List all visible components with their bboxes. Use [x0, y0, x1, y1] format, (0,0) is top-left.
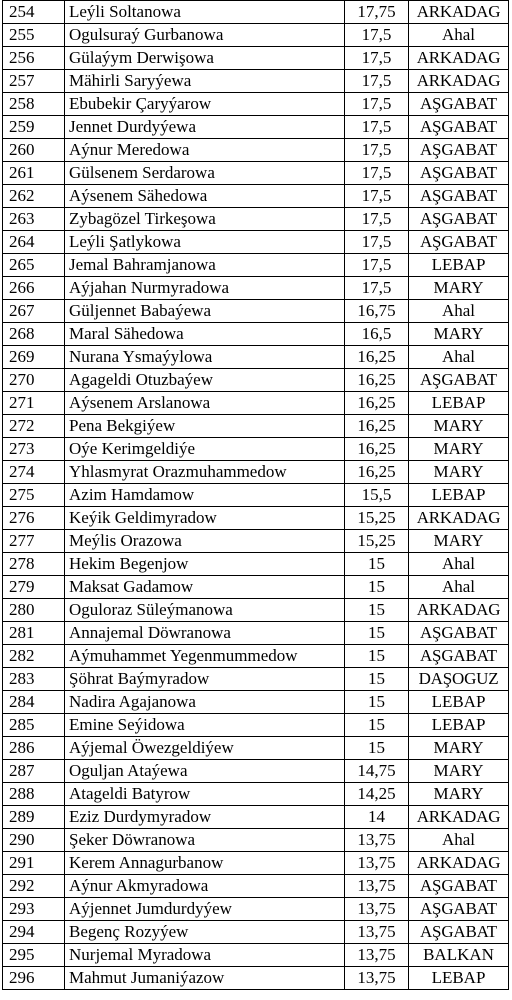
region-cell: MARY — [409, 461, 509, 484]
row-number-cell: 293 — [3, 898, 65, 921]
name-cell: Azim Hamdamow — [65, 484, 345, 507]
region-cell: LEBAP — [409, 484, 509, 507]
row-number-cell: 258 — [3, 93, 65, 116]
region-cell: MARY — [409, 415, 509, 438]
row-number-cell: 269 — [3, 346, 65, 369]
table-row — [3, 599, 509, 622]
name-cell: Hekim Begenjow — [65, 553, 345, 576]
row-number-cell: 257 — [3, 70, 65, 93]
row-number-cell: 261 — [3, 162, 65, 185]
name-cell: Maksat Gadamow — [65, 576, 345, 599]
table-row — [3, 346, 509, 369]
region-cell: BALKAN — [409, 944, 509, 967]
region-cell: Ahal — [409, 346, 509, 369]
name-cell: Pena Bekgiýew — [65, 415, 345, 438]
table-row — [3, 185, 509, 208]
region-cell: AŞGABAT — [409, 921, 509, 944]
name-cell: Jemal Bahramjanowa — [65, 254, 345, 277]
score-cell: 17,75 — [345, 1, 409, 24]
region-cell: MARY — [409, 760, 509, 783]
score-cell: 15 — [345, 576, 409, 599]
table-row — [3, 93, 509, 116]
score-cell: 17,5 — [345, 24, 409, 47]
table-row — [3, 829, 509, 852]
table-row — [3, 553, 509, 576]
row-number-cell: 281 — [3, 622, 65, 645]
region-cell: LEBAP — [409, 691, 509, 714]
region-cell: AŞGABAT — [409, 208, 509, 231]
row-number-cell: 286 — [3, 737, 65, 760]
row-number-cell: 290 — [3, 829, 65, 852]
row-number-cell: 255 — [3, 24, 65, 47]
region-cell: Ahal — [409, 576, 509, 599]
row-number-cell: 268 — [3, 323, 65, 346]
score-cell: 13,75 — [345, 875, 409, 898]
name-cell: Leýli Şatlykowa — [65, 231, 345, 254]
table-row — [3, 392, 509, 415]
score-cell: 15 — [345, 691, 409, 714]
table-row — [3, 898, 509, 921]
name-cell: Nadira Agajanowa — [65, 691, 345, 714]
name-cell: Güljennet Babaýewa — [65, 300, 345, 323]
table-row — [3, 139, 509, 162]
row-number-cell: 283 — [3, 668, 65, 691]
region-cell: AŞGABAT — [409, 898, 509, 921]
table-row — [3, 760, 509, 783]
name-cell: Aýjennet Jumdurdyýew — [65, 898, 345, 921]
row-number-cell: 278 — [3, 553, 65, 576]
score-cell: 16,25 — [345, 415, 409, 438]
table-row — [3, 530, 509, 553]
table-row — [3, 691, 509, 714]
row-number-cell: 265 — [3, 254, 65, 277]
region-cell: ARKADAG — [409, 70, 509, 93]
table-row — [3, 852, 509, 875]
name-cell: Şöhrat Baýmyradow — [65, 668, 345, 691]
row-number-cell: 272 — [3, 415, 65, 438]
score-cell: 13,75 — [345, 898, 409, 921]
table-row — [3, 47, 509, 70]
score-cell: 17,5 — [345, 254, 409, 277]
region-cell: AŞGABAT — [409, 185, 509, 208]
row-number-cell: 296 — [3, 967, 65, 990]
name-cell: Begenç Rozyýew — [65, 921, 345, 944]
row-number-cell: 256 — [3, 47, 65, 70]
score-cell: 17,5 — [345, 162, 409, 185]
score-cell: 17,5 — [345, 231, 409, 254]
score-cell: 15 — [345, 599, 409, 622]
region-cell: Ahal — [409, 553, 509, 576]
row-number-cell: 276 — [3, 507, 65, 530]
name-cell: Emine Seýidowa — [65, 714, 345, 737]
name-cell: Atageldi Batyrow — [65, 783, 345, 806]
score-cell: 13,75 — [345, 967, 409, 990]
row-number-cell: 292 — [3, 875, 65, 898]
score-cell: 15,5 — [345, 484, 409, 507]
table-row — [3, 576, 509, 599]
score-cell: 17,5 — [345, 185, 409, 208]
row-number-cell: 280 — [3, 599, 65, 622]
name-cell: Aýsenem Arslanowa — [65, 392, 345, 415]
table-row — [3, 70, 509, 93]
region-cell: Ahal — [409, 300, 509, 323]
region-cell: LEBAP — [409, 254, 509, 277]
name-cell: Meýlis Orazowa — [65, 530, 345, 553]
score-cell: 16,25 — [345, 461, 409, 484]
row-number-cell: 288 — [3, 783, 65, 806]
table-row — [3, 645, 509, 668]
name-cell: Aýjahan Nurmyradowa — [65, 277, 345, 300]
score-cell: 16,25 — [345, 392, 409, 415]
score-cell: 16,75 — [345, 300, 409, 323]
table-row — [3, 875, 509, 898]
row-number-cell: 291 — [3, 852, 65, 875]
row-number-cell: 295 — [3, 944, 65, 967]
table-row — [3, 438, 509, 461]
name-cell: Mahmut Jumaniýazow — [65, 967, 345, 990]
score-cell: 13,75 — [345, 921, 409, 944]
region-cell: AŞGABAT — [409, 369, 509, 392]
score-cell: 17,5 — [345, 116, 409, 139]
name-cell: Agageldi Otuzbaýew — [65, 369, 345, 392]
results-sheet — [2, 0, 510, 990]
table-row — [3, 484, 509, 507]
region-cell: LEBAP — [409, 714, 509, 737]
row-number-cell: 287 — [3, 760, 65, 783]
name-cell: Ogulsuraý Gurbanowa — [65, 24, 345, 47]
row-number-cell: 254 — [3, 1, 65, 24]
name-cell: Annajemal Döwranowa — [65, 622, 345, 645]
region-cell: MARY — [409, 530, 509, 553]
score-cell: 15 — [345, 714, 409, 737]
region-cell: AŞGABAT — [409, 116, 509, 139]
row-number-cell: 294 — [3, 921, 65, 944]
table-row — [3, 116, 509, 139]
region-cell: AŞGABAT — [409, 645, 509, 668]
score-cell: 17,5 — [345, 93, 409, 116]
name-cell: Aýjemal Öwezgeldiýew — [65, 737, 345, 760]
score-cell: 16,5 — [345, 323, 409, 346]
row-number-cell: 271 — [3, 392, 65, 415]
score-cell: 14 — [345, 806, 409, 829]
score-cell: 17,5 — [345, 277, 409, 300]
name-cell: Aýsenem Sähedowa — [65, 185, 345, 208]
row-number-cell: 275 — [3, 484, 65, 507]
table-row — [3, 231, 509, 254]
name-cell: Zybagözel Tirkeşowa — [65, 208, 345, 231]
region-cell: Ahal — [409, 24, 509, 47]
table-row — [3, 369, 509, 392]
score-cell: 15,25 — [345, 530, 409, 553]
table-row — [3, 24, 509, 47]
name-cell: Keýik Geldimyradow — [65, 507, 345, 530]
name-cell: Gülaýym Derwişowa — [65, 47, 345, 70]
name-cell: Kerem Annagurbanow — [65, 852, 345, 875]
region-cell: AŞGABAT — [409, 162, 509, 185]
table-row — [3, 921, 509, 944]
table-row — [3, 507, 509, 530]
row-number-cell: 289 — [3, 806, 65, 829]
table-row — [3, 622, 509, 645]
row-number-cell: 274 — [3, 461, 65, 484]
score-cell: 15,25 — [345, 507, 409, 530]
score-cell: 13,75 — [345, 852, 409, 875]
region-cell: ARKADAG — [409, 852, 509, 875]
table-row — [3, 737, 509, 760]
score-cell: 15 — [345, 668, 409, 691]
score-cell: 17,5 — [345, 208, 409, 231]
name-cell: Mähirli Saryýewa — [65, 70, 345, 93]
name-cell: Gülsenem Serdarowa — [65, 162, 345, 185]
name-cell: Şeker Döwranowa — [65, 829, 345, 852]
score-cell: 16,25 — [345, 438, 409, 461]
row-number-cell: 273 — [3, 438, 65, 461]
score-cell: 15 — [345, 622, 409, 645]
table-row — [3, 300, 509, 323]
table-row — [3, 254, 509, 277]
row-number-cell: 267 — [3, 300, 65, 323]
table-row — [3, 1, 509, 24]
table-row — [3, 944, 509, 967]
row-number-cell: 262 — [3, 185, 65, 208]
score-cell: 16,25 — [345, 369, 409, 392]
table-row — [3, 208, 509, 231]
table-row — [3, 783, 509, 806]
score-cell: 14,75 — [345, 760, 409, 783]
name-cell: Oguljan Ataýewa — [65, 760, 345, 783]
score-cell: 13,75 — [345, 829, 409, 852]
table-row — [3, 806, 509, 829]
region-cell: MARY — [409, 323, 509, 346]
region-cell: Ahal — [409, 829, 509, 852]
region-cell: LEBAP — [409, 967, 509, 990]
region-cell: AŞGABAT — [409, 139, 509, 162]
table-row — [3, 162, 509, 185]
region-cell: MARY — [409, 737, 509, 760]
region-cell: AŞGABAT — [409, 93, 509, 116]
score-cell: 17,5 — [345, 47, 409, 70]
score-cell: 17,5 — [345, 70, 409, 93]
region-cell: MARY — [409, 438, 509, 461]
score-cell: 14,25 — [345, 783, 409, 806]
row-number-cell: 263 — [3, 208, 65, 231]
score-cell: 17,5 — [345, 139, 409, 162]
score-cell: 15 — [345, 737, 409, 760]
table-row — [3, 967, 509, 990]
region-cell: LEBAP — [409, 392, 509, 415]
row-number-cell: 279 — [3, 576, 65, 599]
row-number-cell: 259 — [3, 116, 65, 139]
name-cell: Aýmuhammet Yegenmummedow — [65, 645, 345, 668]
region-cell: ARKADAG — [409, 806, 509, 829]
row-number-cell: 284 — [3, 691, 65, 714]
name-cell: Maral Sähedowa — [65, 323, 345, 346]
name-cell: Eziz Durdymyradow — [65, 806, 345, 829]
table-row — [3, 461, 509, 484]
name-cell: Yhlasmyrat Orazmuhammedow — [65, 461, 345, 484]
region-cell: ARKADAG — [409, 1, 509, 24]
results-table-body — [3, 1, 509, 990]
row-number-cell: 285 — [3, 714, 65, 737]
region-cell: ARKADAG — [409, 599, 509, 622]
name-cell: Nurjemal Myradowa — [65, 944, 345, 967]
table-row — [3, 714, 509, 737]
region-cell: ARKADAG — [409, 507, 509, 530]
name-cell: Jennet Durdyýewa — [65, 116, 345, 139]
table-row — [3, 668, 509, 691]
row-number-cell: 282 — [3, 645, 65, 668]
row-number-cell: 270 — [3, 369, 65, 392]
name-cell: Oguloraz Süleýmanowa — [65, 599, 345, 622]
row-number-cell: 260 — [3, 139, 65, 162]
table-row — [3, 277, 509, 300]
region-cell: MARY — [409, 277, 509, 300]
region-cell: AŞGABAT — [409, 875, 509, 898]
region-cell: AŞGABAT — [409, 231, 509, 254]
score-cell: 13,75 — [345, 944, 409, 967]
score-cell: 16,25 — [345, 346, 409, 369]
name-cell: Aýnur Akmyradowa — [65, 875, 345, 898]
name-cell: Aýnur Meredowa — [65, 139, 345, 162]
region-cell: DAŞOGUZ — [409, 668, 509, 691]
region-cell: ARKADAG — [409, 47, 509, 70]
score-cell: 15 — [345, 553, 409, 576]
table-row — [3, 415, 509, 438]
name-cell: Ebubekir Çaryýarow — [65, 93, 345, 116]
score-cell: 15 — [345, 645, 409, 668]
table-row — [3, 323, 509, 346]
name-cell: Oýe Kerimgeldiýe — [65, 438, 345, 461]
name-cell: Leýli Soltanowa — [65, 1, 345, 24]
results-table — [2, 0, 509, 990]
row-number-cell: 266 — [3, 277, 65, 300]
row-number-cell: 264 — [3, 231, 65, 254]
region-cell: AŞGABAT — [409, 622, 509, 645]
region-cell: MARY — [409, 783, 509, 806]
name-cell: Nurana Ysmaýylowa — [65, 346, 345, 369]
row-number-cell: 277 — [3, 530, 65, 553]
